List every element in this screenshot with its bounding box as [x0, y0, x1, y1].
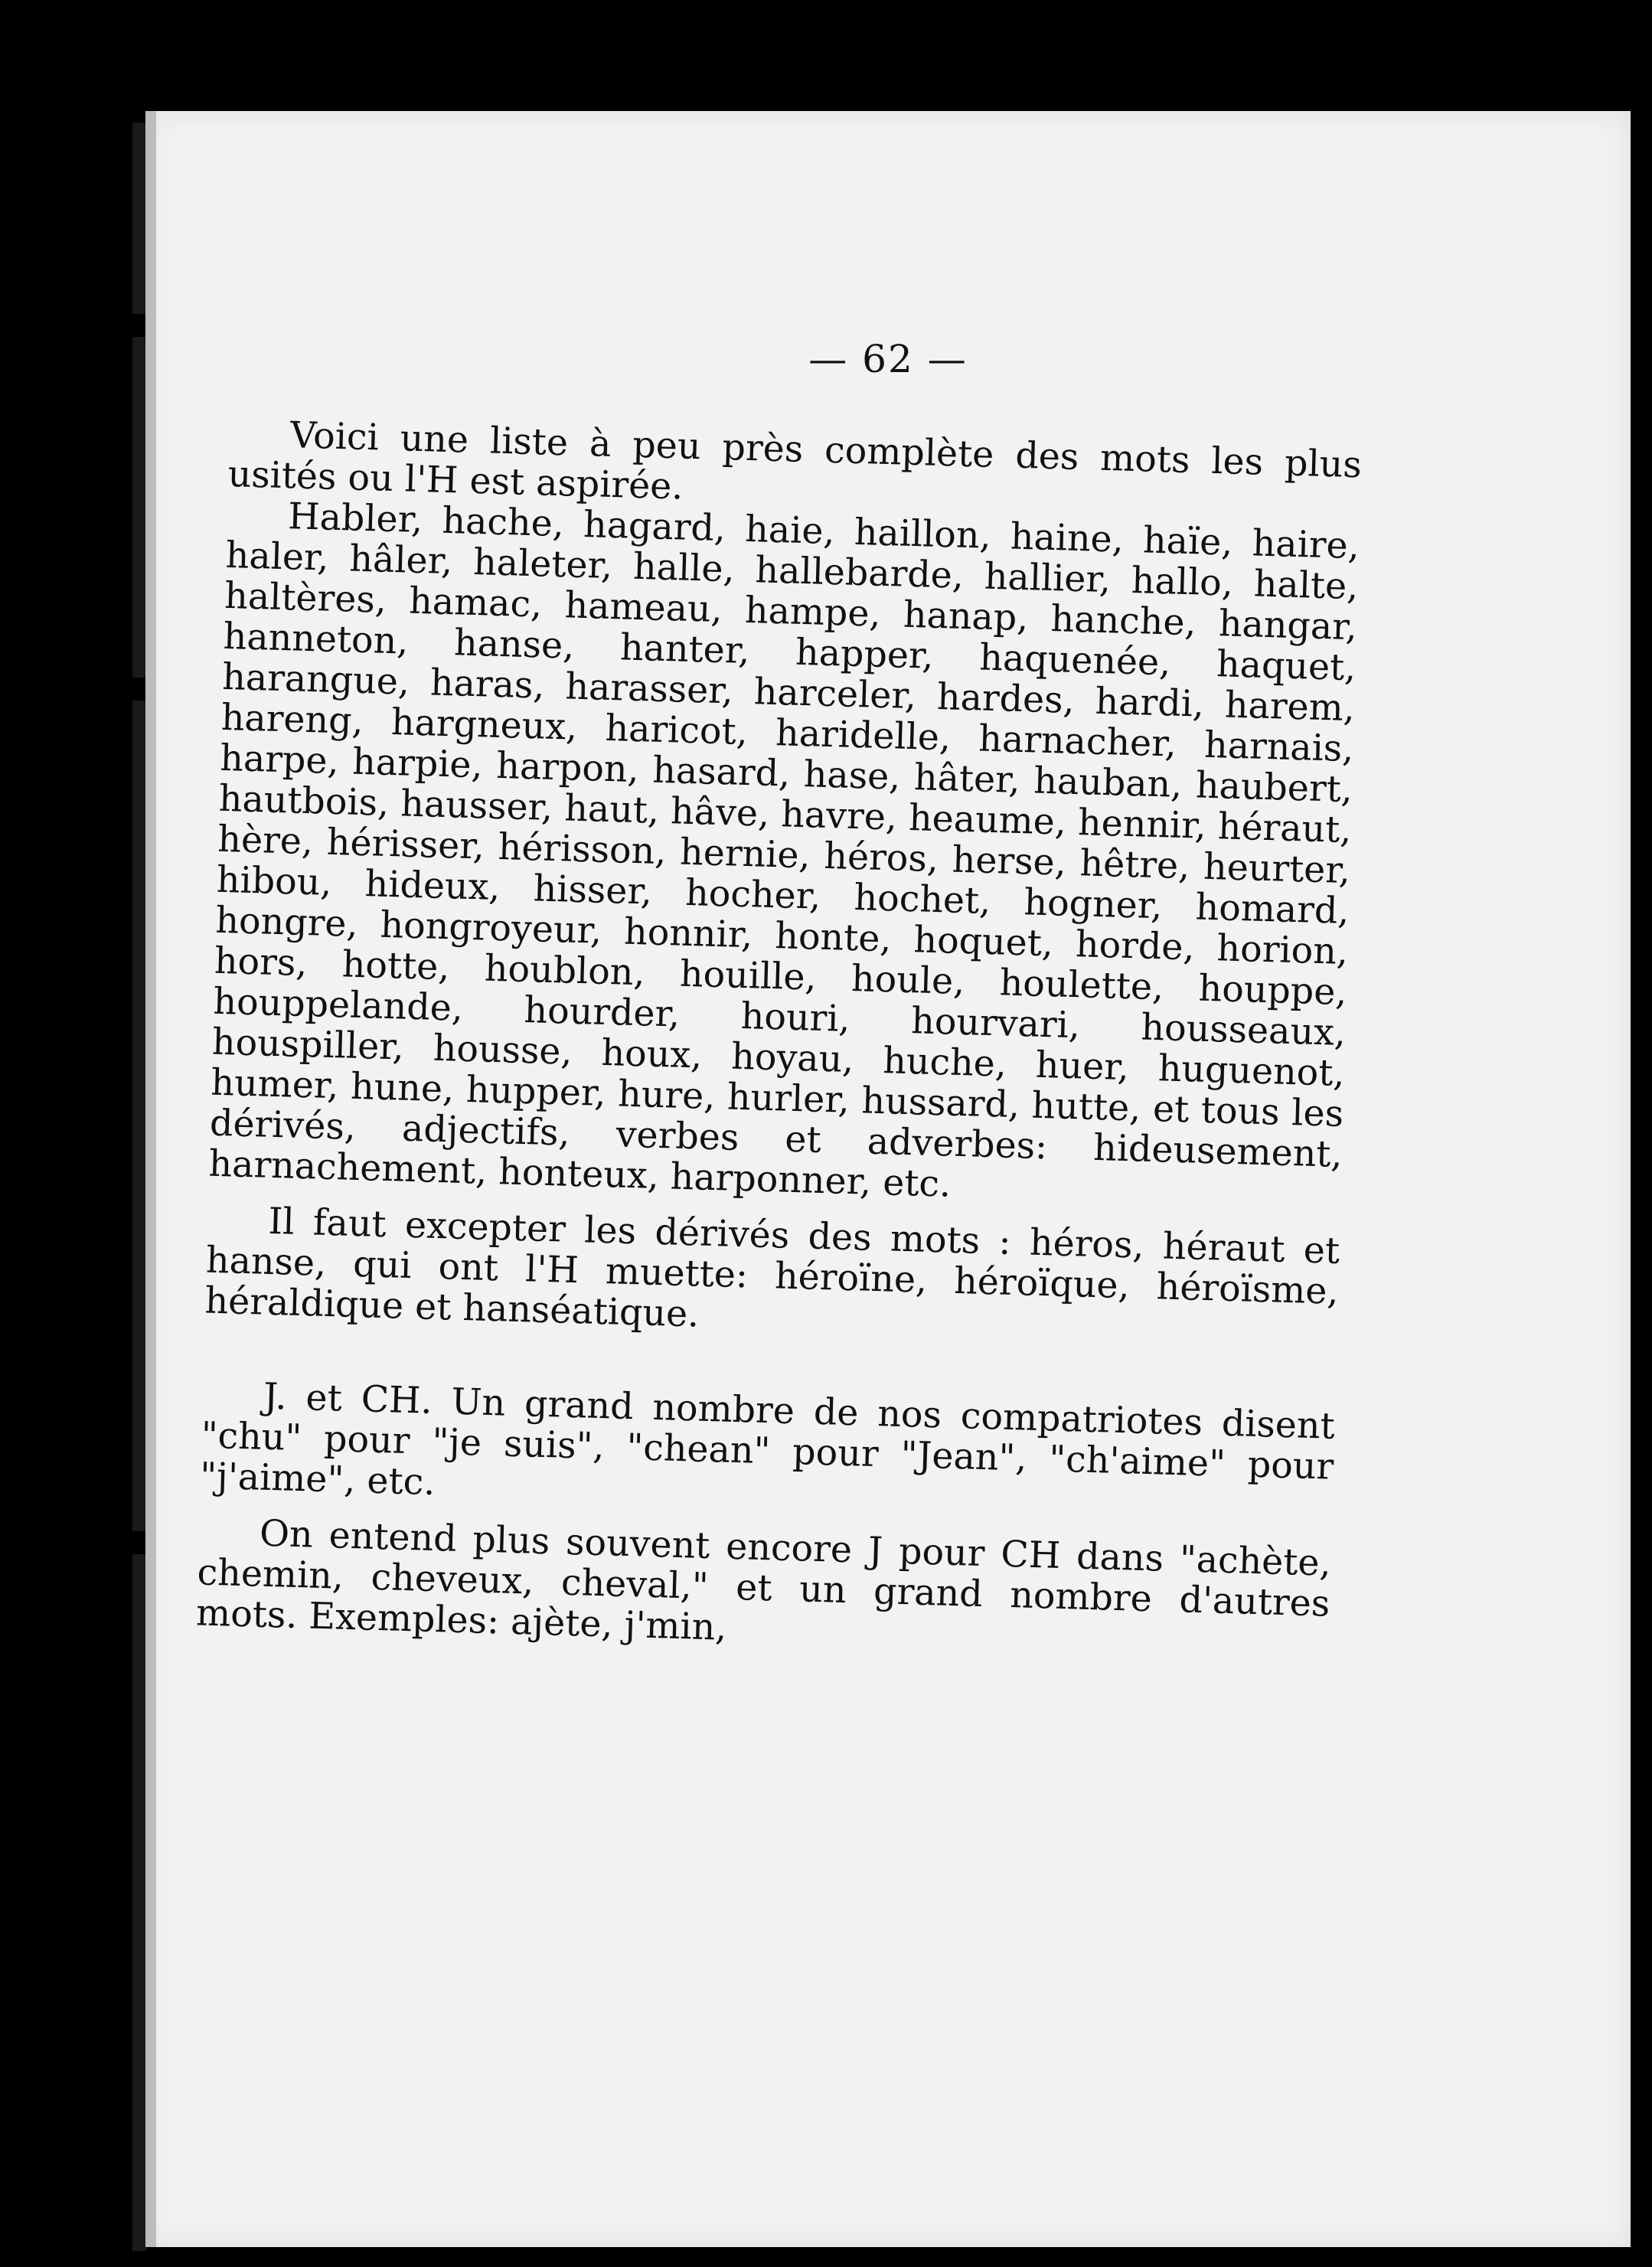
page-edge-shadow [145, 111, 156, 2247]
page-text [195, 413, 1362, 1665]
paragraph-exceptions: Il faut excepter les dérivés des mots : héros, héraut et hanse, qui ont l'H muette: héroïne, héroïque, héroïsme, héraldique et hanséatique. [204, 1200, 1340, 1336]
paragraph-j-ch: J. et CH. Un grand nombre de nos compatriotes disent "chu" pour "je suis", "chean" pour "Jean", "ch'aime" pour "j'aime", etc. [199, 1375, 1336, 1504]
paragraph-word-list: Habler, hache, hagard, haie, haillon, haine, haïe, haire, haler, hâler, haleter, halle, hallebarde, hallier, hallo, halte, haltères, hamac, hameau, hampe, hanap, hanche, hangar, hanneton, hanse, hanter, happer, haquenée, haquet, harangue, haras, harasser, harceler, hardes, hardi, harem, hareng, hargneux, haricot, haridelle, harnacher, harnais, harpe, harpie, harpon, hasard, hase, hâter, hauban, haubert, hautbois, hausser, haut, hâve, havre, heaume, hennir, héraut, hère, hérisser, hérisson, hernie, héros, herse, hêtre, heurter, hibou, hideux, hisser, hocher, hochet, hogner, homard, hongre, hongroyeur, honnir, honte, hoquet, horde, horion, hors, hotte, houblon, houille, houle, houlette, houppe, houppelande, hourder, houri, hourvari, housseaux, houspiller, housse, houx, hoyau, huche, huer, huguenot, humer, hune, hupper, hure, hurler, hussard, hutte, et tous les dérivés, adjectifs, verbes et adverbes: hideusement, harnachement, honteux, harponner, etc. [207, 495, 1360, 1206]
book-page [145, 111, 1631, 2247]
paragraph-intro: Voici une liste à peu près complète des mots les plus usités ou l'H est aspirée. [227, 414, 1363, 508]
spine-binding [132, 122, 146, 2251]
paragraph-examples: On entend plus souvent encore J pour CH dans "achète, chemin, cheveux, cheval," et un grand nombre d'autres mots. Exemples: ajète, j'min, [195, 1512, 1332, 1649]
page-number: — 62 — [808, 337, 968, 381]
